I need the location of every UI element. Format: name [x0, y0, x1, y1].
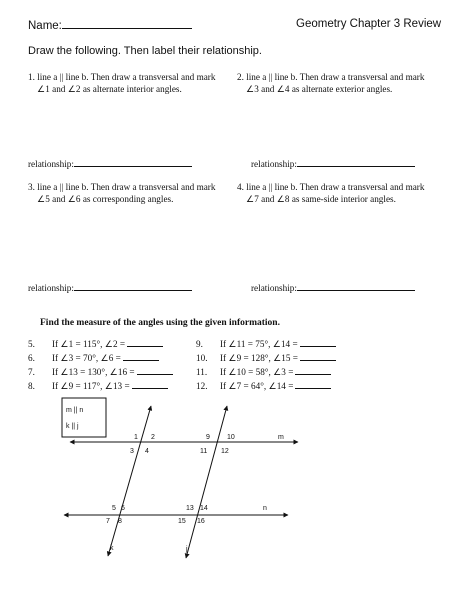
- problem-line2: ∠3 and ∠4 as alternate exterior angles.: [246, 84, 393, 94]
- angle-label-16: 16: [197, 518, 205, 525]
- question-number: 12.: [196, 381, 208, 391]
- section2-instruction: Find the measure of the angles using the given information.: [40, 318, 280, 328]
- question-number: 10.: [196, 353, 208, 363]
- problem-number: 1.: [28, 72, 35, 82]
- question-text: If ∠9 = 117°, ∠13 =: [52, 381, 130, 391]
- problem-line1: line a || line b. Then draw a transversal and mark: [37, 182, 216, 192]
- question-text: If ∠7 = 64°, ∠14 =: [220, 381, 294, 391]
- angle-label-5: 5: [112, 505, 116, 512]
- angle-label-8: 8: [118, 518, 122, 525]
- relationship-label: relationship:: [251, 283, 297, 293]
- angle-label-6: 6: [121, 505, 125, 512]
- angle-label-14: 14: [200, 505, 208, 512]
- angle-label-9: 9: [206, 434, 210, 441]
- transversal-k: [108, 406, 151, 556]
- angle-label-4: 4: [145, 448, 149, 455]
- question-text: If ∠13 = 130°, ∠16 =: [52, 367, 135, 377]
- question-number: 5.: [28, 339, 35, 349]
- relationship-label: relationship:: [251, 159, 297, 169]
- angle-label-2: 2: [151, 434, 155, 441]
- section1-instruction: Draw the following. Then label their relationship.: [28, 45, 262, 57]
- line-n-label: n: [263, 505, 267, 512]
- question-number: 7.: [28, 367, 35, 377]
- angle-label-3: 3: [130, 448, 134, 455]
- angle-label-13: 13: [186, 505, 194, 512]
- given-box: [62, 398, 106, 437]
- angle-label-11: 11: [200, 448, 208, 455]
- question-number: 8.: [28, 381, 35, 391]
- angle-label-1: 1: [134, 434, 138, 441]
- problem-line1: line a || line b. Then draw a transversal and mark: [246, 72, 425, 82]
- question-text: If ∠9 = 128°, ∠15 =: [220, 353, 298, 363]
- problem-line2: ∠1 and ∠2 as alternate interior angles.: [37, 84, 182, 94]
- angle-label-12: 12: [221, 448, 229, 455]
- relationship-label: relationship:: [28, 283, 74, 293]
- problem-number: 4.: [237, 182, 244, 192]
- question-text: If ∠10 = 58°, ∠3 =: [220, 367, 294, 377]
- question-number: 6.: [28, 353, 35, 363]
- page-title: Geometry Chapter 3 Review: [296, 18, 442, 30]
- question-text: If ∠1 = 115°, ∠2 =: [52, 339, 126, 349]
- problem-line1: line a || line b. Then draw a transversal and mark: [246, 182, 425, 192]
- question-text: If ∠11 = 75°, ∠14 =: [220, 339, 298, 349]
- transversal-j: [186, 406, 227, 558]
- given-m-n: m || n: [66, 407, 84, 414]
- angle-label-7: 7: [106, 518, 110, 525]
- given-k-j: k || j: [66, 423, 79, 430]
- problem-line2: ∠7 and ∠8 as same-side interior angles.: [246, 194, 396, 204]
- problem-number: 3.: [28, 182, 35, 192]
- problem-line2: ∠5 and ∠6 as corresponding angles.: [37, 194, 174, 204]
- line-j-label: j: [186, 546, 188, 553]
- problem-line1: line a || line b. Then draw a transversal and mark: [37, 72, 216, 82]
- problem-number: 2.: [237, 72, 244, 82]
- relationship-label: relationship:: [28, 159, 74, 169]
- question-text: If ∠3 = 70°, ∠6 =: [52, 353, 121, 363]
- question-number: 11.: [196, 367, 208, 377]
- line-m-label: m: [278, 434, 284, 441]
- line-k-label: k: [110, 545, 114, 552]
- question-number: 9.: [196, 339, 203, 349]
- angle-label-10: 10: [227, 434, 235, 441]
- name-label: Name:: [28, 20, 62, 32]
- angle-label-15: 15: [178, 518, 186, 525]
